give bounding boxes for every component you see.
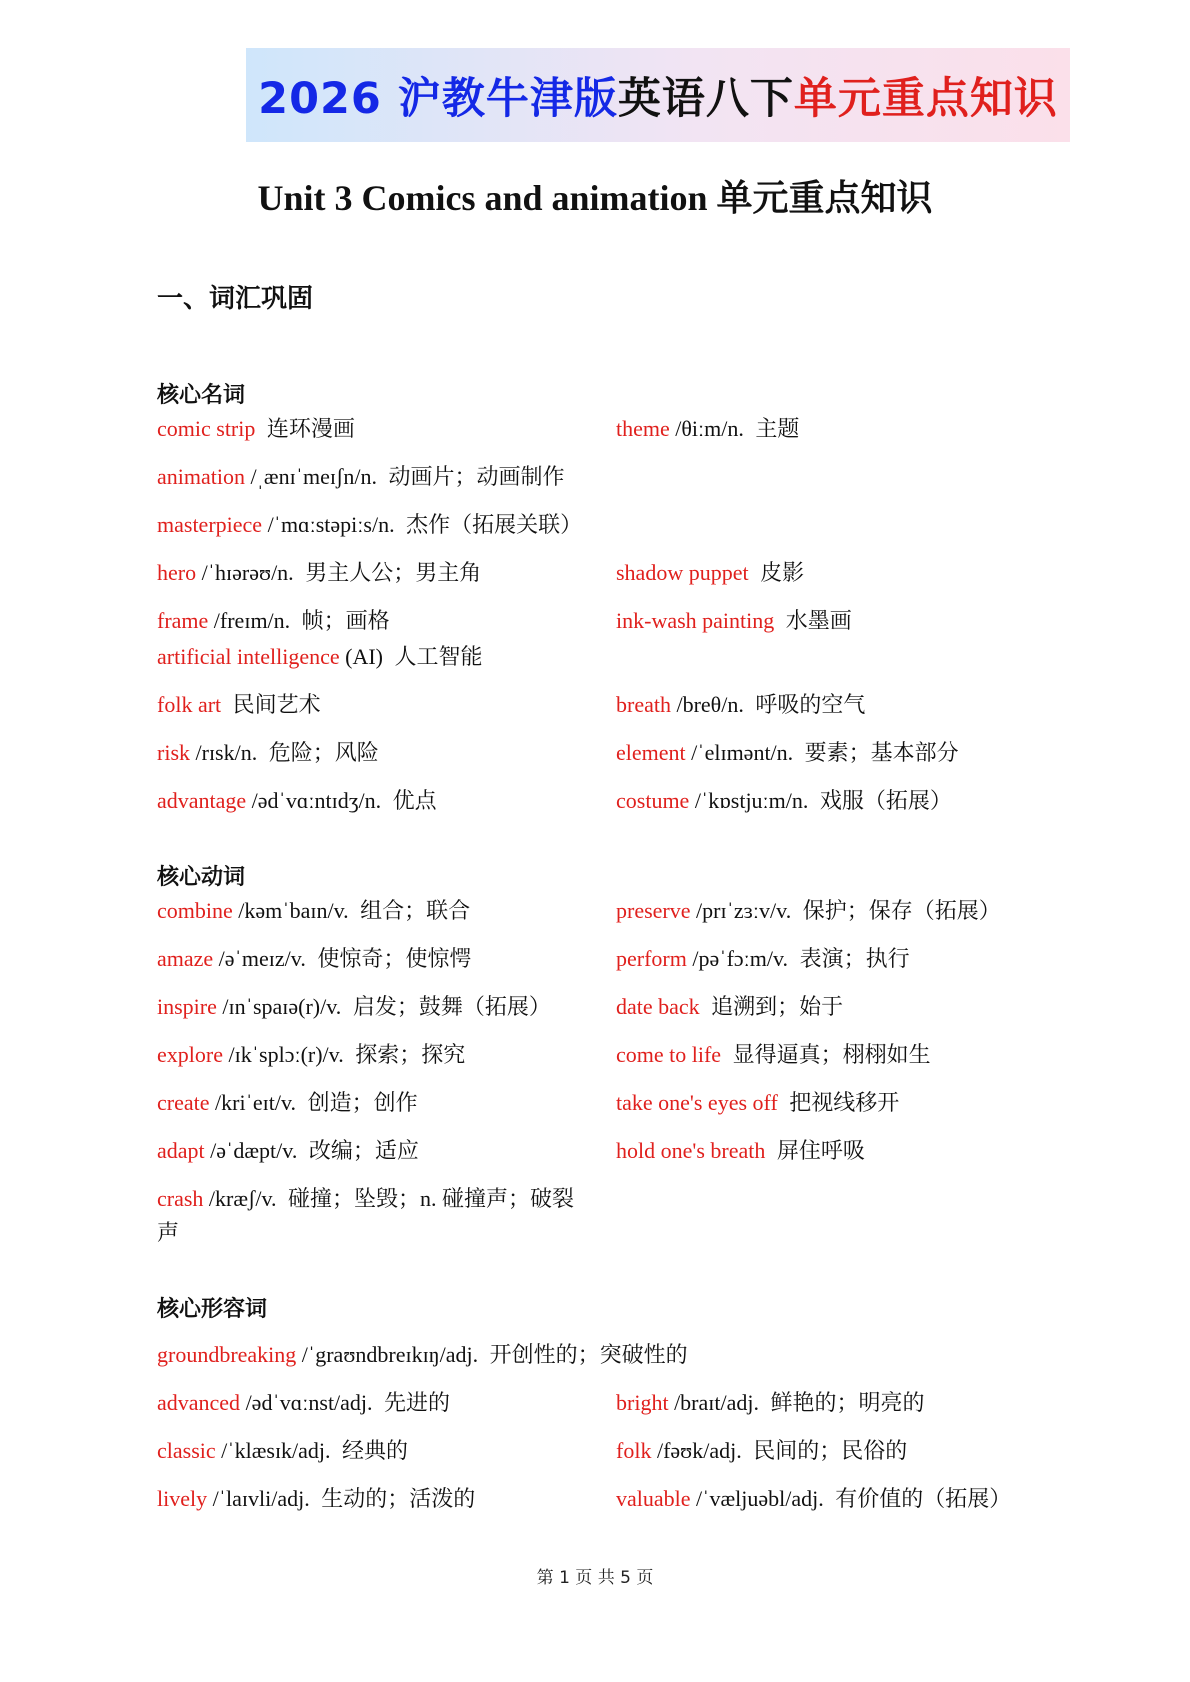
vocab-definition: 探索；探究 bbox=[355, 1042, 466, 1067]
vocab-phonetic: /ˈklæsɪk/adj. bbox=[221, 1438, 331, 1463]
vocab-definition: 屏住呼吸 bbox=[776, 1138, 865, 1163]
banner-part-red: 单元重点知识 bbox=[793, 73, 1058, 124]
vocab-term: inspire bbox=[157, 994, 217, 1019]
adjectives-heading: 核心形容词 bbox=[157, 1297, 268, 1322]
vocab-term: bright bbox=[616, 1390, 669, 1415]
vocab-definition: 组合；联合 bbox=[360, 898, 471, 923]
vocab-definition: 优点 bbox=[392, 788, 437, 813]
vocab-phonetic: /rɪsk/n. bbox=[195, 740, 258, 765]
vocab-entry bbox=[616, 784, 952, 818]
vocab-entry bbox=[157, 1182, 587, 1250]
vocab-phonetic: /θiːm/n. bbox=[675, 416, 744, 441]
vocab-phonetic: /kræʃ/v. bbox=[208, 1186, 277, 1211]
vocab-definition: 保护；保存（拓展） bbox=[802, 898, 1001, 923]
vocab-term: comic strip bbox=[157, 416, 256, 441]
vocab-term: animation bbox=[157, 464, 245, 489]
vocab-term: classic bbox=[157, 1438, 216, 1463]
vocab-term: breath bbox=[616, 692, 671, 717]
vocab-definition: 皮影 bbox=[760, 560, 805, 585]
vocab-term: amaze bbox=[157, 946, 214, 971]
vocab-phonetic: /ˌænɪˈmeɪʃn/n. bbox=[250, 464, 377, 489]
verbs-heading: 核心动词 bbox=[157, 865, 246, 890]
vocab-phonetic: /ədˈvɑːnst/adj. bbox=[245, 1390, 373, 1415]
vocab-term: hero bbox=[157, 560, 197, 585]
vocab-phonetic: /ˈlaɪvli/adj. bbox=[212, 1486, 310, 1511]
vocab-term: shadow puppet bbox=[616, 560, 749, 585]
vocab-phonetic: /ˈvæljuəbl/adj. bbox=[696, 1486, 824, 1511]
vocab-term: valuable bbox=[616, 1486, 691, 1511]
vocab-entry bbox=[157, 894, 470, 928]
vocab-entry bbox=[616, 942, 910, 976]
vocab-definition: 把视线移开 bbox=[789, 1090, 900, 1115]
vocab-term: costume bbox=[616, 788, 690, 813]
vocab-phonetic: /freɪm/n. bbox=[213, 608, 291, 633]
vocab-entry bbox=[616, 1386, 925, 1420]
page-total: 5 bbox=[620, 1568, 631, 1588]
vocab-term: perform bbox=[616, 946, 687, 971]
vocab-definition: 主题 bbox=[755, 416, 800, 441]
vocab-entry bbox=[157, 1038, 465, 1072]
vocab-entry bbox=[157, 556, 481, 590]
vocab-term: date back bbox=[616, 994, 700, 1019]
vocab-term: preserve bbox=[616, 898, 691, 923]
vocab-term: take one's eyes off bbox=[616, 1090, 778, 1115]
vocab-phonetic: /əˈmeɪz/v. bbox=[218, 946, 306, 971]
vocab-entry bbox=[157, 1134, 419, 1168]
vocab-entry bbox=[616, 894, 1001, 928]
vocab-term: folk art bbox=[157, 692, 222, 717]
vocab-entry bbox=[157, 604, 390, 638]
vocab-entry bbox=[157, 1338, 688, 1372]
vocab-entry bbox=[157, 508, 582, 542]
vocab-definition: 有价值的（拓展） bbox=[835, 1486, 1012, 1511]
vocab-term: ink-wash painting bbox=[616, 608, 775, 633]
vocab-term: create bbox=[157, 1090, 210, 1115]
vocab-term: hold one's breath bbox=[616, 1138, 766, 1163]
vocab-term: crash bbox=[157, 1186, 204, 1211]
vocab-entry bbox=[157, 640, 483, 674]
vocab-term: advanced bbox=[157, 1390, 241, 1415]
vocab-phonetic: /fəʊk/adj. bbox=[656, 1438, 742, 1463]
vocab-definition: 呼吸的空气 bbox=[755, 692, 866, 717]
vocab-entry bbox=[157, 1086, 418, 1120]
vocab-phonetic: /kriˈeɪt/v. bbox=[215, 1090, 297, 1115]
vocab-phonetic: /ˈkɒstjuːm/n. bbox=[694, 788, 809, 813]
vocab-definition: 使惊奇；使惊愕 bbox=[317, 946, 472, 971]
vocab-entry bbox=[616, 556, 804, 590]
page-footer bbox=[0, 1563, 1190, 1588]
vocab-term: explore bbox=[157, 1042, 223, 1067]
vocab-phonetic: /ɪnˈspaɪə(r)/v. bbox=[222, 994, 342, 1019]
vocab-definition: 表演；执行 bbox=[799, 946, 910, 971]
unit-title: Unit 3 Comics and animation 单元重点知识 bbox=[257, 178, 933, 218]
vocab-definition: 水墨画 bbox=[785, 608, 852, 633]
title-banner bbox=[246, 48, 1070, 142]
vocab-term: masterpiece bbox=[157, 512, 263, 537]
vocab-phonetic: /prɪˈzɜːv/v. bbox=[696, 898, 792, 923]
vocab-term: theme bbox=[616, 416, 670, 441]
vocab-definition: 帧；画格 bbox=[301, 608, 390, 633]
vocab-definition: 创造；创作 bbox=[307, 1090, 418, 1115]
footer-label-mid: 页 共 bbox=[575, 1568, 615, 1588]
vocab-definition: 要素；基本部分 bbox=[804, 740, 959, 765]
vocab-entry bbox=[616, 604, 852, 638]
vocab-entry bbox=[157, 942, 471, 976]
vocab-entry bbox=[616, 688, 865, 722]
vocab-definition: 男主人公；男主角 bbox=[305, 560, 482, 585]
vocab-phonetic: /braɪt/adj. bbox=[674, 1390, 759, 1415]
vocab-definition: 改编；适应 bbox=[308, 1138, 419, 1163]
vocab-entry bbox=[157, 990, 551, 1024]
vocab-entry bbox=[616, 1482, 1011, 1516]
section-heading: 一、词汇巩固 bbox=[157, 284, 314, 314]
vocab-entry bbox=[157, 460, 564, 494]
vocab-definition: 连环漫画 bbox=[266, 416, 355, 441]
vocab-definition: 人工智能 bbox=[394, 644, 483, 669]
vocab-phonetic: /ˈmɑːstəpiːs/n. bbox=[267, 512, 395, 537]
vocab-term: lively bbox=[157, 1486, 208, 1511]
vocab-term: combine bbox=[157, 898, 233, 923]
vocab-term: risk bbox=[157, 740, 190, 765]
vocab-phonetic: /breθ/n. bbox=[676, 692, 744, 717]
vocab-entry bbox=[616, 1086, 899, 1120]
vocab-entry bbox=[616, 1038, 931, 1072]
vocab-definition: 杰作（拓展关联） bbox=[406, 512, 583, 537]
vocab-entry bbox=[157, 688, 321, 722]
vocab-definition: 显得逼真；栩栩如生 bbox=[732, 1042, 931, 1067]
vocab-term: element bbox=[616, 740, 686, 765]
vocab-term: folk bbox=[616, 1438, 652, 1463]
vocab-definition: 生动的；活泼的 bbox=[321, 1486, 476, 1511]
vocab-entry bbox=[616, 990, 843, 1024]
vocab-phonetic: /pəˈfɔːm/v. bbox=[692, 946, 789, 971]
vocab-definition: 戏服（拓展） bbox=[819, 788, 952, 813]
vocab-phonetic: /ˈgraʊndbreɪkɪŋ/adj. bbox=[301, 1342, 479, 1367]
vocab-definition: 先进的 bbox=[384, 1390, 451, 1415]
vocab-definition: 民间的；民俗的 bbox=[753, 1438, 908, 1463]
vocab-definition: 鲜艳的；明亮的 bbox=[770, 1390, 925, 1415]
vocab-term: frame bbox=[157, 608, 209, 633]
vocab-definition: 开创性的；突破性的 bbox=[489, 1342, 688, 1367]
vocab-definition: 危险；风险 bbox=[268, 740, 379, 765]
vocab-term: advantage bbox=[157, 788, 247, 813]
vocab-entry bbox=[616, 1434, 907, 1468]
vocab-entry bbox=[157, 1482, 475, 1516]
vocab-term: come to life bbox=[616, 1042, 722, 1067]
vocab-definition: 碰撞；坠毁；n. 碰撞声；破裂声 bbox=[157, 1186, 575, 1245]
vocab-entry bbox=[157, 784, 437, 818]
vocab-phonetic: (AI) bbox=[345, 644, 384, 669]
vocab-phonetic: /ˈhɪərəʊ/n. bbox=[201, 560, 294, 585]
vocab-entry bbox=[157, 412, 355, 446]
vocab-term: adapt bbox=[157, 1138, 205, 1163]
banner-part-blue: 2026 沪教牛津版 bbox=[258, 73, 618, 124]
page-number: 1 bbox=[559, 1568, 570, 1588]
vocab-definition: 动画片；动画制作 bbox=[388, 464, 565, 489]
vocab-entry bbox=[616, 412, 799, 446]
vocab-term: groundbreaking bbox=[157, 1342, 297, 1367]
banner-part-black: 英语八下 bbox=[617, 73, 794, 124]
vocab-phonetic: /kəmˈbaɪn/v. bbox=[238, 898, 349, 923]
vocab-phonetic: /ɪkˈsplɔː(r)/v. bbox=[228, 1042, 344, 1067]
vocab-definition: 民间艺术 bbox=[232, 692, 321, 717]
vocab-phonetic: /ədˈvɑːntɪdʒ/n. bbox=[251, 788, 382, 813]
vocab-term: artificial intelligence bbox=[157, 644, 340, 669]
vocab-definition: 启发；鼓舞（拓展） bbox=[352, 994, 551, 1019]
vocab-entry bbox=[157, 1434, 408, 1468]
vocab-entry bbox=[616, 1134, 865, 1168]
nouns-heading: 核心名词 bbox=[157, 383, 246, 408]
vocab-phonetic: /ˈelɪmənt/n. bbox=[691, 740, 794, 765]
vocab-entry bbox=[616, 736, 959, 770]
vocab-definition: 经典的 bbox=[342, 1438, 409, 1463]
vocab-definition: 追溯到；始于 bbox=[711, 994, 844, 1019]
vocab-phonetic: /əˈdæpt/v. bbox=[210, 1138, 298, 1163]
footer-label-pre: 第 bbox=[536, 1568, 554, 1588]
vocab-entry bbox=[157, 1386, 450, 1420]
footer-label-post: 页 bbox=[636, 1568, 654, 1588]
vocab-entry bbox=[157, 736, 379, 770]
